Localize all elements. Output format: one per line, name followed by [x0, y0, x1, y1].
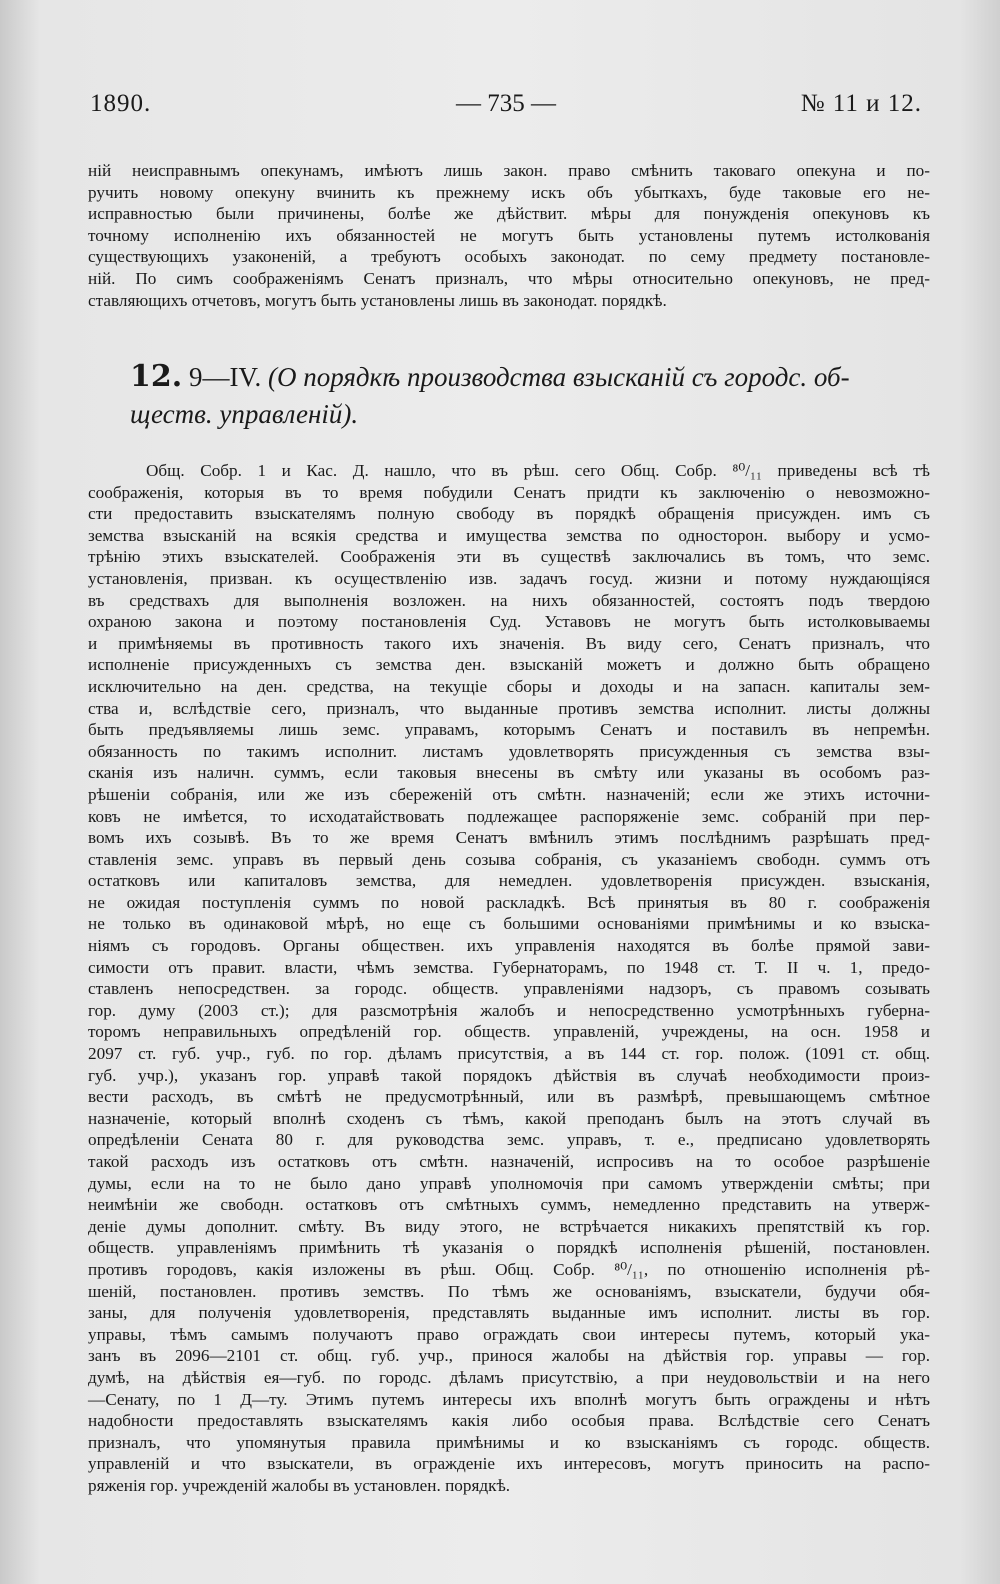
- text-line: занъ въ 2096—2101 ст. общ. губ. учр., принося жалобы на дѣйствія гор. управы — гор.: [88, 1346, 930, 1366]
- paragraph-main: [88, 460, 930, 1497]
- text-line: быть предъявляемы лишь земс. управамъ, которымъ Сенатъ и поставилъ въ непремѣн.: [88, 720, 930, 740]
- text-line: рѣшеніи собранія, или же изъ сбереженій отъ смѣтн. назначеній; если же этихъ источни-: [88, 784, 930, 804]
- header-page-number: — 735 —: [456, 90, 556, 117]
- text-line: шеній, постановлен. противъ земствъ. По тѣмъ же основаніямъ, взыскатели, будучи обя-: [88, 1281, 930, 1301]
- paragraph-opening: [88, 160, 930, 311]
- text-line: существующихъ узаконеній, а требуютъ особыхъ законодат. по сему предмету постановле-: [88, 247, 930, 267]
- text-line: вомъ ихъ созывѣ. Въ то же время Сенатъ вмѣнилъ этимъ послѣднимъ разрѣшать пред-: [88, 828, 930, 848]
- text-line: ній. По симъ соображеніямъ Сенатъ призналъ, что мѣры относительно опекуновъ, не пред-: [88, 268, 930, 288]
- section-heading: [130, 358, 930, 433]
- text-line: не только въ одинаковой мѣрѣ, но еще съ большими основаніями примѣнимы и ко взыска-: [88, 914, 930, 934]
- section-title-part-1: (О порядкѣ производства взысканій съ городс. об-: [267, 362, 850, 392]
- text-line: обществ. управленіямъ примѣнить тѣ указанія о порядкѣ исполненія рѣшеній, постановлен.: [88, 1238, 930, 1258]
- text-line: въ средствахъ для выполненія возложен. на нихъ обязанностей, состоятъ подъ твердою: [88, 590, 930, 610]
- text-line: симости отъ правит. власти, чѣмъ земства. Губернаторамъ, по 1948 ст. Т. II ч. 1, предо-: [88, 957, 930, 977]
- text-line: ства и, вслѣдствіе сего, призналъ, что выданные противъ земства исполнит. листы должны: [88, 698, 930, 718]
- text-line: гор. думу (2003 ст.); для разсмотрѣнія жалобъ и непосредственно усмотрѣнныхъ губерна-: [88, 1000, 930, 1020]
- text-line: соображенія, которыя въ то время побудили Сенатъ придти къ заключенію о невозможно-: [88, 482, 930, 502]
- text-line: и примѣняемы въ противность такого ихъ значенія. Въ виду сего, Сенатъ призналъ, что: [88, 633, 930, 653]
- text-line: не ожидая поступленія суммъ по новой раскладкѣ. Всѣ принятыя въ 80 г. соображенія: [88, 892, 930, 912]
- text-line: исключительно на ден. средства, на текущіе сборы и доходы и на запасн. капиталы зем-: [88, 676, 930, 696]
- section-number: 12.: [130, 359, 183, 394]
- text-line: земства взысканій на всякія средства и имущества земства по односторон. выбору и усмо-: [88, 525, 930, 545]
- text-line: ставляющихъ отчетовъ, могутъ быть установлены лишь въ законодат. порядкѣ.: [88, 290, 667, 310]
- text-line: охраною закона и поэтому постановленія Суд. Уставовъ не могутъ быть истолковываемы: [88, 612, 930, 632]
- text-line: 2097 ст. губ. учр., губ. по гор. дѣламъ присутствія, а въ 144 ст. гор. полож. (1091 ст. общ.: [88, 1044, 930, 1064]
- text-line: заны, для полученія удовлетворенія, представлять выданные имъ исполнит. листы въ гор.: [88, 1303, 930, 1323]
- text-line: надобности предоставлять взыскателямъ какія либо особыя права. Вслѣдствіе сего Сенатъ: [88, 1411, 930, 1431]
- text-line: Общ. Собр. 1 и Кас. Д. нашло, что въ рѣш. сего Общ. Собр. ⁸⁰/₁₁ приведены всѣ тѣ: [146, 461, 930, 480]
- text-line: ставленъ непосредствен. за городс. обществ. управленіями надзоръ, съ правомъ созывать: [88, 979, 930, 999]
- text-line: вести расходъ, въ смѣтѣ не предусмотрѣнный, или въ размѣрѣ, превышающемъ смѣтное: [88, 1087, 930, 1107]
- text-line: думѣ, на дѣйствія ея—губ. по городс. дѣламъ присутствію, а при неудовольствіи и на него: [88, 1367, 930, 1387]
- text-line: ніямъ съ городовъ. Органы обществен. ихъ управленія находятся въ болѣе прямой зави-: [88, 936, 930, 956]
- header-year: 1890.: [90, 90, 152, 117]
- text-line: управы, тѣмъ самымъ получаютъ право ограждать свои интересы путемъ, который ука-: [88, 1324, 930, 1344]
- text-line: думы, если на то не было дано управѣ уполномочія при самомъ утвержденіи смѣты; при: [88, 1173, 930, 1193]
- text-line: противъ городовъ, какія изложены въ рѣш. Общ. Собр. ⁸⁰/₁₁, по отношенію исполненія рѣ-: [88, 1259, 930, 1279]
- section-title-part-2: ществ. управленій).: [130, 399, 359, 429]
- section-date: 9—IV.: [188, 362, 262, 392]
- text-line: ній неисправнымъ опекунамъ, имѣютъ лишь закон. право смѣнить таковаго опекуна и по-: [88, 161, 930, 180]
- text-line: обязанность по такимъ исполнит. листамъ удовлетворять присужденныя съ земства взы-: [88, 741, 930, 761]
- text-line: призналъ, что упомянутыя правила примѣнимы и ко взысканіямъ съ городс. обществ.: [88, 1432, 930, 1452]
- text-line: управленій и что взыскатели, въ огражденіе ихъ интересовъ, могутъ приносить на распо-: [88, 1454, 930, 1474]
- page-header: [90, 90, 922, 130]
- text-line: сти предоставить взыскателямъ полную свободу въ порядкѣ обращенія присужден. имъ съ: [88, 504, 930, 524]
- text-line: исполненіе присужденныхъ съ земства ден. взысканій можетъ и должно быть обращено: [88, 655, 930, 675]
- text-line: деніе думы дополнит. смѣту. Въ виду этого, не встрѣчается никакихъ препятствій къ гор.: [88, 1216, 930, 1236]
- text-line: —Сенату, по 1 Д—ту. Этимъ путемъ интересы ихъ вполнѣ могутъ быть ограждены и нѣтъ: [88, 1389, 930, 1409]
- text-line: ручить новому опекуну вчинить къ прежнему искъ объ убыткахъ, буде таковые его не-: [88, 182, 930, 202]
- text-line: неимѣніи же свободн. остатковъ отъ смѣтныхъ суммъ, немедленно представить на утверж-: [88, 1195, 930, 1215]
- text-line: исправностью были причинены, болѣе же дѣйствит. мѣры для понужденія опекуновъ къ: [88, 204, 930, 224]
- text-line: точному исполненію ихъ обязанностей не могутъ быть установлены путемъ истолкованія: [88, 225, 930, 245]
- text-line: ковъ не имѣется, то исходатайствовать подлежащее распоряженіе земс. собраній при пер-: [88, 806, 930, 826]
- text-line: сканія изъ наличн. суммъ, если таковыя внесены въ смѣту или указаны въ особомъ раз-: [88, 763, 930, 783]
- heading-line-1: [130, 358, 930, 396]
- text-line: ставленія земс. управъ въ первый день созыва собранія, съ указаніемъ свободн. суммъ отъ: [88, 849, 930, 869]
- text-line: ряженія гор. учрежденій жалобы въ установлен. порядкѣ.: [88, 1475, 511, 1495]
- text-line: торомъ неправильныхъ опредѣленій гор. обществ. управленій, учреждены, на осн. 1958 и: [88, 1022, 930, 1042]
- text-line: остатковъ или капиталовъ земства, для немедлен. удовлетворенія присужден. взысканія,: [88, 871, 930, 891]
- text-line: опредѣленіи Сената 80 г. для руководства земс. управъ, т. е., предписано удовлетворять: [88, 1130, 930, 1150]
- text-line: такой расходъ изъ остатковъ отъ смѣтн. назначеній, испросивъ на то особое разрѣшеніе: [88, 1152, 930, 1171]
- text-line: назначеніе, который вполнѣ сходенъ съ тѣмъ, какой преподанъ былъ на этотъ случай въ: [88, 1108, 930, 1128]
- text-line: трѣнію этихъ взыскателей. Соображенія эти въ существѣ заключались въ томъ, что земс.: [88, 547, 930, 567]
- header-issue-number: № 11 и 12.: [800, 90, 922, 117]
- text-line: установленія, призван. къ осуществленію изв. задачъ госуд. жизни и потому нуждающіяся: [88, 568, 930, 588]
- text-line: губ. учр.), указанъ гор. управѣ такой порядокъ дѣйствія въ случаѣ необходимости произ-: [88, 1065, 930, 1085]
